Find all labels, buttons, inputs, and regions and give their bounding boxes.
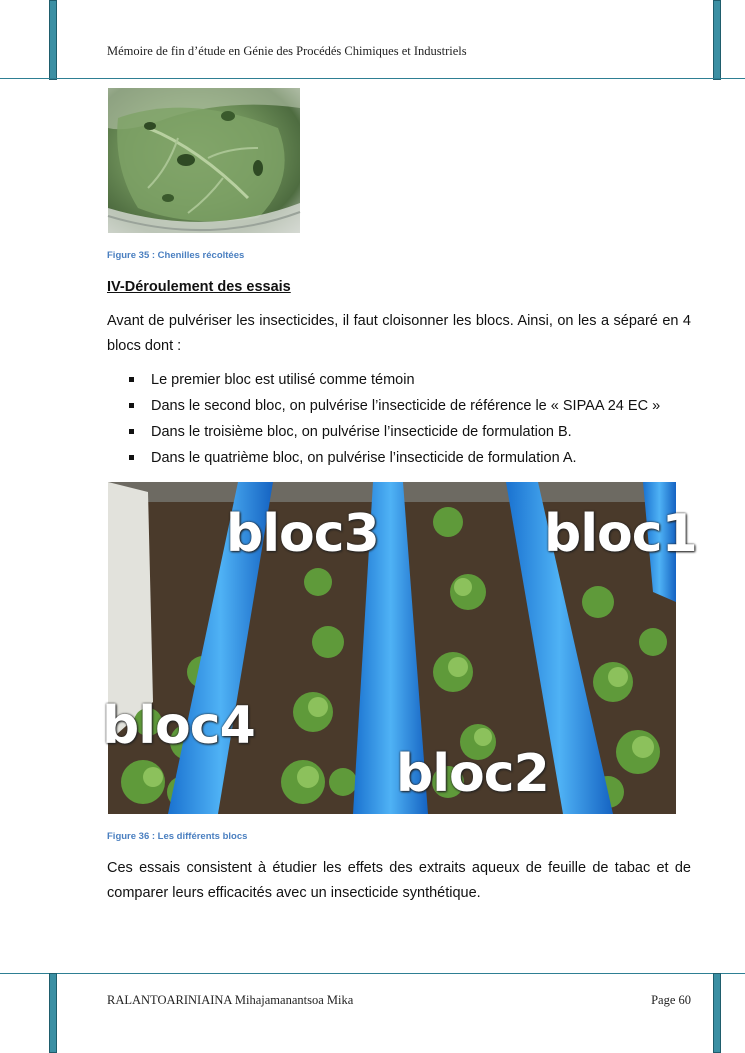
- footer-author: RALANTOARINIAINA Mihajamanantsoa Mika: [107, 993, 354, 1007]
- header-rule: [0, 78, 745, 79]
- footer-left-bar: [49, 973, 57, 1053]
- header-left-bar: [49, 0, 57, 80]
- list-item: Dans le second bloc, on pulvérise l’insecticide de référence le « SIPAA 24 EC »: [127, 395, 660, 421]
- bloc4-label: bloc4: [102, 696, 255, 756]
- figure-36-caption: Figure 36 : Les différents blocs: [107, 831, 248, 842]
- list-item: Dans le quatrième bloc, on pulvérise l’insecticide de formulation A.: [127, 447, 660, 473]
- conclusion-paragraph: Ces essais consistent à étudier les effets des extraits aqueux de feuille de tabac et de comparer leurs efficacités avec un insecticide synthétique.: [107, 860, 691, 901]
- list-item: Le premier bloc est utilisé comme témoin: [127, 369, 660, 395]
- bullet-square-icon: [129, 455, 134, 460]
- section-heading: IV-Déroulement des essais: [107, 279, 291, 295]
- bloc-list: [127, 369, 660, 473]
- figure-36-photo: [102, 482, 697, 814]
- footer-right-bar: [713, 973, 721, 1053]
- page-number: Page 60: [651, 993, 691, 1007]
- figure-35-photo: [108, 88, 300, 233]
- bullet-square-icon: [129, 377, 134, 382]
- bloc1-label: bloc1: [544, 504, 697, 564]
- bullet-square-icon: [129, 403, 134, 408]
- intro-paragraph: Avant de pulvériser les insecticides, il faut cloisonner les blocs. Ainsi, on les a séparé en 4 blocs dont :: [107, 313, 691, 354]
- figure-35-caption: Figure 35 : Chenilles récoltées: [107, 250, 245, 261]
- list-item: Dans le troisième bloc, on pulvérise l’insecticide de formulation B.: [127, 421, 660, 447]
- header-title: Mémoire de fin d’étude en Génie des Procédés Chimiques et Industriels: [107, 44, 467, 58]
- bloc2-label: bloc2: [396, 744, 549, 804]
- bloc3-label: bloc3: [226, 504, 379, 564]
- header-right-bar: [713, 0, 721, 80]
- footer-rule: [0, 973, 745, 974]
- bullet-square-icon: [129, 429, 134, 434]
